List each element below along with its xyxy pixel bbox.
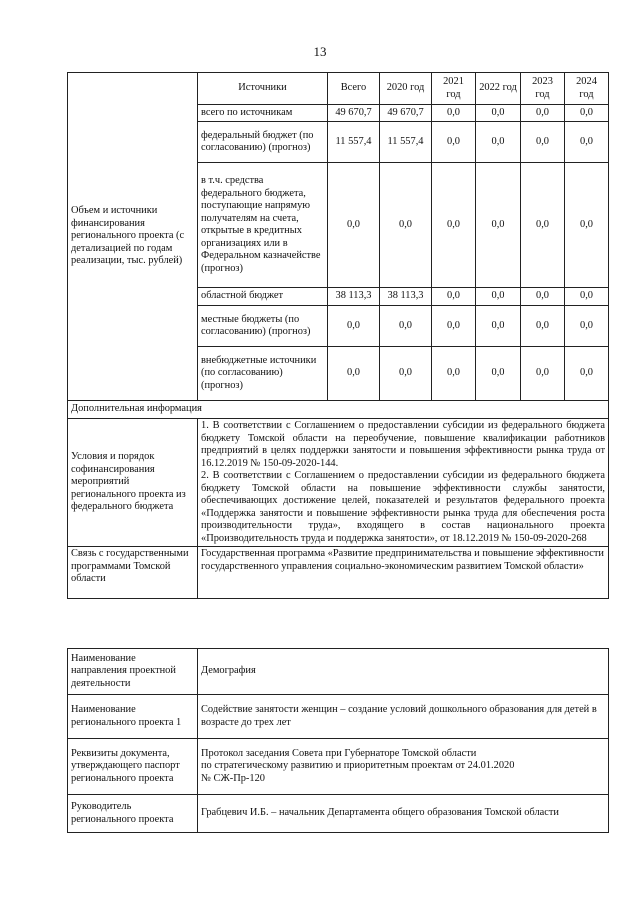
value-cell: 0,0 (521, 122, 565, 163)
value-cell: 38 113,3 (380, 288, 432, 306)
page-number: 13 (313, 44, 327, 59)
documents-line: Протокол заседания Совета при Губернаторе Томской области (201, 747, 477, 759)
value-cell: 11 557,4 (380, 122, 432, 163)
value-cell: 0,0 (565, 288, 609, 306)
value-cell: 0,0 (521, 288, 565, 306)
source-cell: в т.ч. средства федерального бюджета, поступающие напрямую получателям на счета, открытые в кредитных организациях или в Федеральном казначействе (прогноз) (198, 163, 328, 288)
value-cell: 0,0 (565, 347, 609, 401)
header-sources: Источники (198, 73, 328, 105)
state-programs-label: Связь с государственными программами Томской области (68, 547, 198, 599)
value-cell: 0,0 (476, 347, 521, 401)
documents-line: № СЖ-Пр-120 (201, 772, 265, 784)
direction-label: Наименование направления проектной деятельности (68, 649, 198, 695)
header-total: Всего (328, 73, 380, 105)
direction-value: Демография (198, 649, 609, 695)
state-programs-value: Государственная программа «Развитие предпринимательства и повышение эффективности государственного управления социально-экономическим развитием Томской области» (198, 547, 609, 599)
value-cell: 0,0 (432, 306, 476, 347)
value-cell: 49 670,7 (328, 105, 380, 122)
value-cell: 0,0 (380, 163, 432, 288)
documents-value (198, 739, 609, 795)
finance-label: Объем и источники финансирования регионального проекта (с детализацией по годам реализации, тыс. рублей) (68, 73, 198, 401)
header-2021: 2021 год (432, 73, 476, 105)
cofinancing-item-1: 1. В соответствии с Соглашением о предоставлении субсидии из федерального бюджета бюджету Томской области на переобучение, повышение квалификации работников предприятий в целях поддержки занятости и повышения эффективности рынка труда от 16.12.2019 № 150-09-2020-144. (201, 420, 605, 469)
project-table (67, 648, 609, 833)
source-cell: всего по источникам (198, 105, 328, 122)
header-2022: 2022 год (476, 73, 521, 105)
header-2023: 2023 год (521, 73, 565, 105)
value-cell: 0,0 (521, 347, 565, 401)
project-head-label: Руководитель регионального проекта (68, 795, 198, 833)
value-cell: 0,0 (432, 288, 476, 306)
documents-line: по стратегическому развитию и приоритетным проектам от 24.01.2020 (201, 760, 515, 772)
value-cell: 11 557,4 (328, 122, 380, 163)
value-cell: 0,0 (432, 163, 476, 288)
value-cell: 0,0 (476, 306, 521, 347)
value-cell: 0,0 (328, 306, 380, 347)
source-cell: местные бюджеты (по согласованию) (прогноз) (198, 306, 328, 347)
documents-label: Реквизиты документа, утверждающего паспорт регионального проекта (68, 739, 198, 795)
value-cell: 0,0 (565, 105, 609, 122)
value-cell: 0,0 (565, 122, 609, 163)
value-cell: 0,0 (521, 105, 565, 122)
value-cell: 0,0 (432, 122, 476, 163)
value-cell: 0,0 (328, 163, 380, 288)
project-head-value: Грабцевич И.Б. – начальник Департамента общего образования Томской области (198, 795, 609, 833)
value-cell: 0,0 (476, 163, 521, 288)
value-cell: 0,0 (432, 347, 476, 401)
value-cell: 0,0 (565, 306, 609, 347)
project-name-label: Наименование регионального проекта 1 (68, 695, 198, 739)
source-cell: федеральный бюджет (по согласованию) (прогноз) (198, 122, 328, 163)
value-cell: 0,0 (380, 306, 432, 347)
cofinancing-label: Условия и порядок софинансирования мероприятий регионального проекта из федерального бюджета (68, 419, 198, 547)
value-cell: 0,0 (328, 347, 380, 401)
project-name-value: Содействие занятости женщин – создание условий дошкольного образования для детей в возрасте до трех лет (198, 695, 609, 739)
value-cell: 0,0 (565, 163, 609, 288)
cofinancing-text (198, 419, 609, 547)
source-cell: областной бюджет (198, 288, 328, 306)
value-cell: 0,0 (380, 347, 432, 401)
value-cell: 0,0 (476, 288, 521, 306)
additional-info-heading: Дополнительная информация (68, 401, 609, 419)
value-cell: 0,0 (476, 122, 521, 163)
value-cell: 38 113,3 (328, 288, 380, 306)
source-cell: внебюджетные источники (по согласованию) (прогноз) (198, 347, 328, 401)
value-cell: 0,0 (432, 105, 476, 122)
value-cell: 0,0 (476, 105, 521, 122)
header-2020: 2020 год (380, 73, 432, 105)
header-2024: 2024 год (565, 73, 609, 105)
value-cell: 0,0 (521, 306, 565, 347)
finance-table (67, 72, 609, 599)
value-cell: 49 670,7 (380, 105, 432, 122)
cofinancing-item-2: 2. В соответствии с Соглашением о предоставлении субсидии из федерального бюджета бюджету Томской области на повышение эффективности службы занятости, обеспечивающих достижение целей, показателей и результатов федерального проекта «Поддержка занятости и повышение эффективности рынка труда для обеспечения роста производительности труда», входящего в состав национального проекта «Производительность труда и поддержка занятости», от 18.12.2019 № 150-09-2020-268 (201, 470, 605, 544)
value-cell: 0,0 (521, 163, 565, 288)
